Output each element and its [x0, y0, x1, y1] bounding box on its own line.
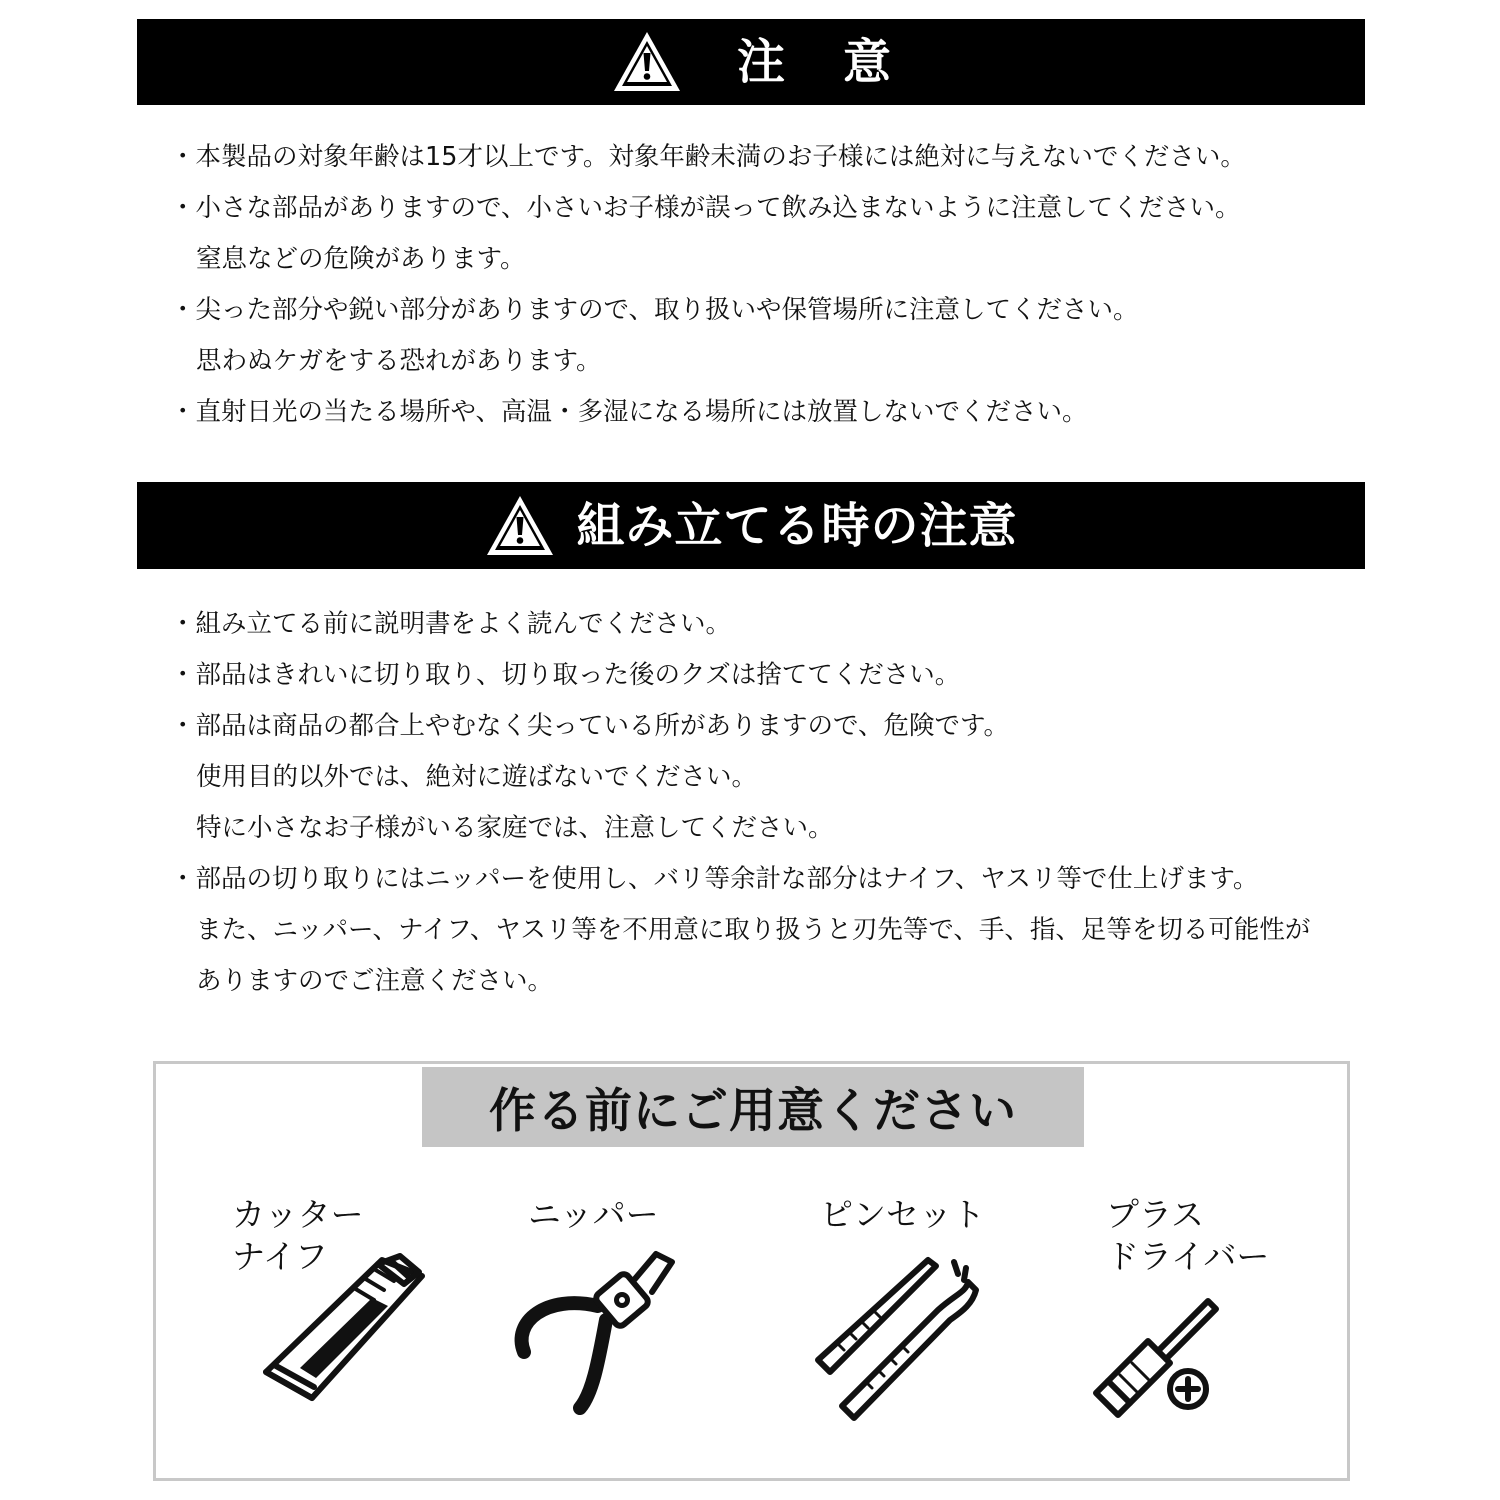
caution-line: ・本製品の対象年齢は15才以上です。対象年齢未満のお子様には絶対に与えないでください。 [170, 142, 1246, 172]
assembly-title: 組み立てる時の注意 [576, 497, 1018, 554]
caution-title: 注意 [736, 34, 949, 90]
assembly-line: また、ニッパー、ナイフ、ヤスリ等を不用意に取り扱うと刃先等で、手、指、足等を切る可能性が [196, 915, 1311, 945]
caution-line: ・直射日光の当たる場所や、高温・多湿になる場所には放置しないでください。 [170, 397, 1088, 427]
caution-list [170, 132, 1370, 438]
cutter-knife-icon [254, 1244, 434, 1414]
tool-label: ドライバー [1106, 1237, 1270, 1276]
tool-label: ナイフ [232, 1237, 328, 1276]
tool-label: カッター [232, 1195, 364, 1234]
nippers-icon [506, 1244, 686, 1424]
phillips-screwdriver-icon [1088, 1289, 1238, 1419]
required-tools-title: 作る前にご用意ください [489, 1083, 1017, 1139]
tool-label: ピンセット [820, 1195, 985, 1234]
caution-line: ・小さな部品がありますので、小さいお子様が誤って飲み込まないように注意してください。 [170, 193, 1241, 223]
caution-line: 思わぬケガをする恐れがあります。 [196, 346, 602, 376]
assembly-line: ・部品はきれいに切り取り、切り取った後のクズは捨ててください。 [170, 660, 961, 690]
warning-triangle-icon [611, 29, 683, 95]
assembly-line: ・部品は商品の都合上やむなく尖っている所がありますので、危険です。 [170, 711, 1009, 741]
assembly-line: ・組み立てる前に説明書をよく読んでください。 [170, 609, 732, 639]
tweezers-icon [806, 1248, 986, 1424]
assembly-line: 特に小さなお子様がいる家庭では、注意してください。 [196, 813, 834, 843]
assembly-line: ありますのでご注意ください。 [196, 966, 554, 996]
caution-line: 窒息などの危険があります。 [196, 244, 526, 274]
caution-line: ・尖った部分や鋭い部分がありますので、取り扱いや保管場所に注意してください。 [170, 295, 1139, 325]
caution-banner [137, 19, 1365, 105]
assembly-banner [137, 482, 1365, 569]
required-tools-box [153, 1061, 1350, 1481]
assembly-line: ・部品の切り取りにはニッパーを使用し、バリ等余計な部分はナイフ、ヤスリ等で仕上げます。 [170, 864, 1259, 894]
assembly-line: 使用目的以外では、絶対に遊ばないでください。 [196, 762, 758, 792]
tool-label: ニッパー [528, 1195, 659, 1234]
warning-triangle-icon [484, 493, 556, 559]
assembly-list [170, 599, 1370, 1007]
required-tools-heading [422, 1067, 1084, 1147]
tool-label: プラス [1106, 1195, 1205, 1234]
